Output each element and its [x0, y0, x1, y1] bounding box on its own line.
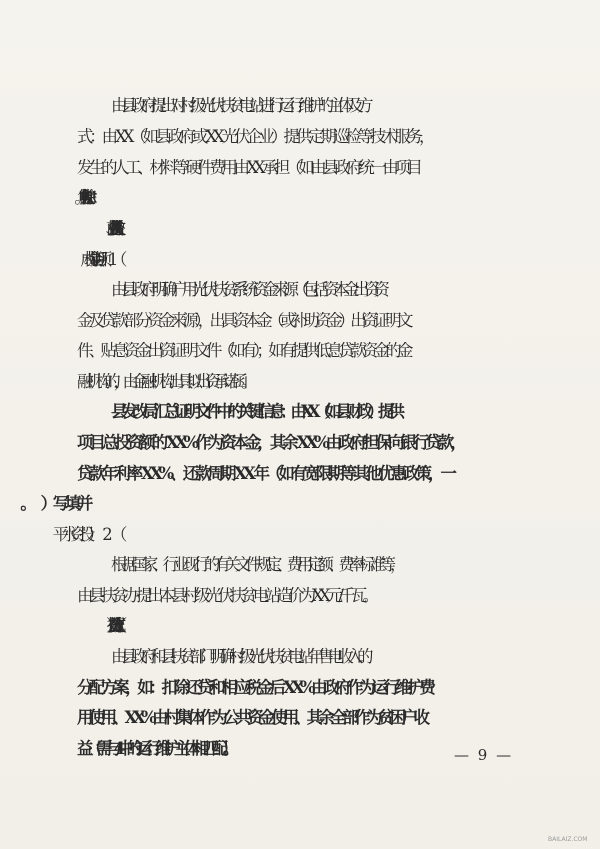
text-line [77, 494, 600, 514]
text-line: 发生的人工、材料等硬件费用由 XX 承担（如由县政府统一由项目 [77, 158, 419, 177]
text-line: 县发改局汇总证明文件中的关键信息：由 XX（如县财政）提供 [111, 402, 399, 421]
text-line: 由县扶贫办提出本县村级光伏扶贫电站造价为 XX 元/千瓦。 [77, 586, 375, 605]
text-line: 由县政府提出对村级光伏扶贫电站进行运行维护的主体及方 [111, 96, 367, 115]
text-line: 贷款年利率 XX%、还款周期 XX 年（如有宽限期等其他优惠政策，一 [77, 464, 453, 483]
text-line: 件、贴息资金出资证明文件（如有）；如有提供低息贷款资金的金 [77, 341, 409, 360]
text-line: 益（需与 4 中的运行维护主体相匹配）。 [77, 739, 233, 758]
text-line: 用使用、XX%由村集体作为公共资金使用、其余全部作为贫困户收 [77, 708, 426, 727]
text-line: 项目总投资额的 XX%作为资本金，其余 XX%由政府担保向银行贷款， [77, 433, 463, 452]
text-line [111, 616, 600, 636]
text-line [77, 188, 600, 208]
text-line: 金及贷款部分资金来源），出具资本金（或补助资金）出资证明文 [77, 311, 409, 330]
text-line: 根据国家、行业现行的有关文件规定、费用定额、费率标准等， [111, 555, 401, 574]
text-line [111, 525, 600, 545]
text-line [111, 250, 600, 270]
page-number: — 9 — [454, 746, 514, 764]
text-line [111, 219, 600, 239]
text-line: 由县政府和县扶贫部门明确村级光伏扶贫电站年售电收入的 [111, 647, 367, 666]
text-line: 融机构的，由金融机构出具拟出资承诺函。 [77, 372, 251, 391]
text-line: 由县政府明确户用光伏扶贫系统资金来源（包括资本金出资资 [111, 280, 384, 299]
text-line: 分配方案，如：扣除还贷和相应税金后 XX%由政府作为运行维护费 [77, 678, 432, 697]
watermark: BAILAIZ.COM [548, 836, 588, 843]
text-line: 式：由 XX（如县政府或 XX 光伏企业）提供定期巡检等技术服务， [77, 127, 432, 146]
